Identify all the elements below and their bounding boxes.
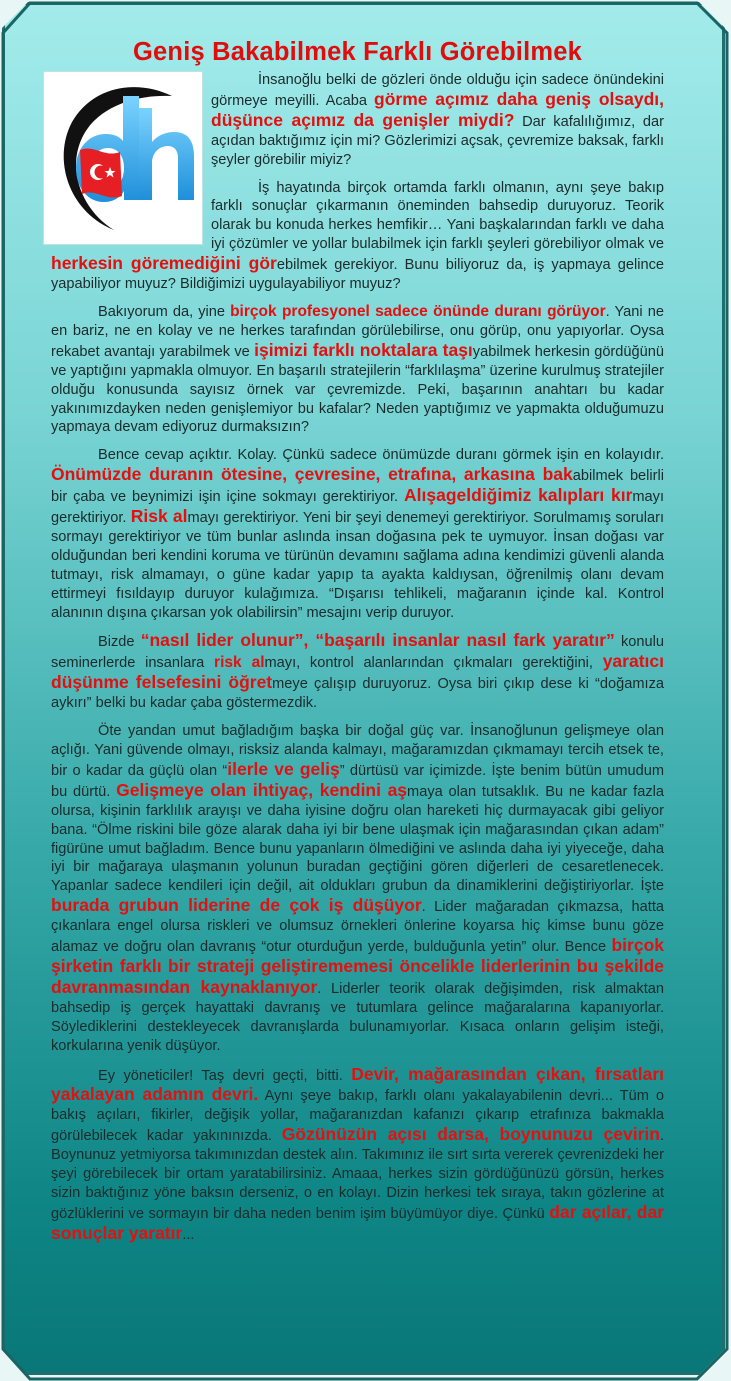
body-text: İş hayatında birçok ortamda farklı olmanın, aynı şeye bakıp farklı sonuçlar çıkarmanın öneminden bahsedip duruyoruz. Teorik olarak bu konuda herkes hemfikir… Yani başkalarından farklı ve daha iyi çözümler ve yollar bulabilmek için farklı şeyleri görebiliyor olmak ve xyxy=(211,179,664,253)
paragraph-4 xyxy=(51,446,664,622)
body-text: meye çalışıp duruyoruz. Oysa biri çıkıp dese ki “doğamıza aykırı” belki bu kadar çaba göstermezdik. xyxy=(51,676,664,712)
body-text: Bence cevap açıktır. Kolay. Çünkü sadece önümüzde duranı görmek işin en kolayıdır. xyxy=(98,447,664,464)
body-text: . Lider mağaradan çıkmazsa, hatta çıkanlara engel olursa riskleri ve olumsuz örnekleri önlerine koyarsa hiç kimse bunu göze alamaz ve doğru olan davranış “otur oturduğun yerde, bulduğunla yetin” olur. Bence xyxy=(51,899,664,956)
body-text: mayı, kontrol alanlarından çıkmaları gerektiğini, xyxy=(264,655,603,672)
body-text: ... xyxy=(182,1226,195,1243)
body-text: abilmek belirli bir çaba ve beynimizi işin içine sokmayı gerektiriyor. xyxy=(51,468,665,506)
highlight-text: birçok şirketin farklı bir strateji geliştirememesi öncelikle liderlerinin bu şekilde davranmasından kaynaklanıyor xyxy=(51,935,664,997)
paragraph-6 xyxy=(51,722,664,1055)
article-title: Geniş Bakabilmek Farklı Görebilmek xyxy=(133,38,582,66)
body-text: . Yani ne en bariz, ne en kolay ve ne herkes tarafından görülebilirse, onu görüp, onu yapıyorlar. Oysa rekabet avantajı yarabilmek ve xyxy=(51,303,664,360)
paragraph-7 xyxy=(51,1065,664,1245)
highlight-text: Gözünüzün açısı darsa, boynunuzu çevirin xyxy=(281,1124,660,1145)
body-text: Bakıyorum da, yine xyxy=(98,303,231,320)
article xyxy=(51,36,664,1254)
highlight-text: Önümüzde duranın ötesine, çevresine, etrafına, arkasına bak xyxy=(51,464,573,485)
highlight-text: risk al xyxy=(214,654,265,672)
body-text: . Liderler teorik olarak değişimden, risk almaktan bahsedip iş gerçek hayattaki davranış ve tutumlara gelince mağaralarına kapanıyorlar. Söylediklerini destekleyecek davranışlarda bulunamıyorlar. Kısaca onların gelişim isteği, korkularına yenik düşüyor. xyxy=(51,980,664,1054)
body-text: İnsanoğlu belki de gözleri önde olduğu için sadece önündekini görmeye meyilli. Acaba xyxy=(211,72,664,109)
body-text: . Boynunuz yetmiyorsa takımınızdan destek alın. Takımınız ile sırt sırta vererek çevrenizdeki her şeyi görebilecek bir ortam yaratabilirsiniz. Amaaa, herkes sizin gördüğünüzü görsün, herkes sizin baktığınız yöne baksın derseniz, o en kolayı. Dizin herkesi tek sıraya, takın gözlerine at gözlüklerini ve sormayın bir daha neden benim işim büyümüyor diye. Çünkü xyxy=(51,1128,664,1222)
highlight-text: herkesin göremediğini gör xyxy=(51,253,277,274)
body-text: Dar kafalılığımız, dar açıdan baktığımız için mi? Gözlerimizi açsak, çevremize baksak, farklı şeyler görebilir miyiz? xyxy=(211,113,664,168)
highlight-text: işimizi farklı noktalara taşı xyxy=(254,339,473,360)
highlight-text: birçok profesyonel sadece önünde duranı görüyor xyxy=(230,302,606,320)
logo-icon xyxy=(44,72,202,244)
body-text: ” dürtüsü var içimizde. İşte benim bütün umudum bu dürtü. xyxy=(51,762,664,800)
body-text: mayı gerektiriyor. xyxy=(51,489,665,527)
highlight-text: burada grubun liderine de çok iş düşüyor xyxy=(51,895,422,916)
highlight-text: dar açılar, dar sonuçlar yaratır xyxy=(51,1201,665,1243)
body-text: Aynı şeye bakıp, farklı olanı yakalayabilenin devri... Tüm o bakış açıları, fikirler, değişik yollar, mağaranızdan kafanızı çıkarıp etrafınıza bakmakla görülebilecek kadar yakınınızda. xyxy=(51,1088,664,1145)
paragraph-5 xyxy=(51,631,664,713)
paragraph-3 xyxy=(51,303,664,437)
body-text: maya olan tutsaklık. Bu ne kadar fazla olursa, kişinin farklılık arayışı ve daha iyisine doğru olan hareketi hiç durmayacak gibi geliyor bana. “Ölme riskini bile göze alarak daha iyi bir bene ulaşmak için mağarasından çıkan adam” figürüne umut bağladım. Bence bunu yapanların ölmediğini ve aslında daha iyi yiyeceğe, daha iyi bir mağaraya ulaşmanın yolunun buradan geçtiğini gören diğerleri de cesaretlenecek. Yapanlar sadece kendileri için değil, ait oldukları grubun da dinamiklerini değiştiriyorlar. İşte xyxy=(51,783,665,895)
highlight-text: görme açımız daha geniş olsaydı, düşünce açımız da genişler miydi? xyxy=(211,88,664,130)
highlight-text: Alışageldiğimiz kalıpları kır xyxy=(404,485,633,506)
highlight-text: Devir, mağarasından çıkan, fırsatları yakalayan adamın devri. xyxy=(51,1063,664,1105)
body-text: Ey yöneticiler! Taş devri geçti, bitti. xyxy=(98,1067,352,1084)
highlight-text: yaratıcı düşünme felsefesini öğret xyxy=(51,651,664,693)
body-text: Öte yandan umut bağladığım başka bir doğal güç var. İnsanoğlunun gelişmeye olan açlığı. Yani güvende olmayı, risksiz alanda kalmayı, mağaramızdan çıkmamayı tercih etsek te, bir o kadar da güçlü olan “ xyxy=(51,723,664,779)
body-text: konulu seminerlerde insanlara xyxy=(51,634,665,672)
body-text: Bizde xyxy=(98,634,141,651)
highlight-text: ilerle ve geliş xyxy=(227,758,340,779)
article-body xyxy=(51,71,664,1245)
body-text: mayı gerektiriyor. Yeni bir şeyi denemeyi gerektiriyor. Sorulmamış soruları sormayı gerektiriyor ve tüm bunlar aslında insan doğasına pek te uymuyor. İnsan doğası var olduğundan beri kendini koruma ve türünün devamını sağlama adına kendimizi güvenli alanda tutmayı, risk almamayı, o güne kadar yapıp ta ayakta kaldıysan, öğrenilmiş olanı devam ettirmeyi fısıldayıp duruyor kulağımıza. “Dışarısı tehlikeli, mağaranın içinde kal. Kontrol alanının dışına çıkarsan yok olabilirsin” mesajını verip duruyor. xyxy=(51,510,664,621)
body-text: yabilmek herkesin gördüğünü ve yaptığını yapmakla olmuyor. En başarılı stratejilerin “farklılaşma” üzerine kurulmuş stratejiler olduğu konusunda sayısız örnek var çevremizde. Peki, başarının anahtarı bu kadar yakınımızdayken neden genişlemiyor bu kafalar? Neden yaptığımız ve yapmakta olduğumuzu yapmaya devam ediyoruz durmaksızın? xyxy=(51,343,664,436)
highlight-text: “nasıl lider olunur”, “başarılı insanlar nasıl fark yaratır” xyxy=(140,630,615,651)
highlight-text: Gelişmeye olan ihtiyaç, kendini aş xyxy=(116,779,408,800)
dh-logo xyxy=(43,71,203,245)
body-text: ebilmek gerekiyor. Bunu biliyoruz da, iş yapmaya gelince yapabiliyor muyuz? Bildiğimizi uygulayabiliyor muyuz? xyxy=(51,257,664,293)
highlight-text: Risk al xyxy=(130,506,188,527)
